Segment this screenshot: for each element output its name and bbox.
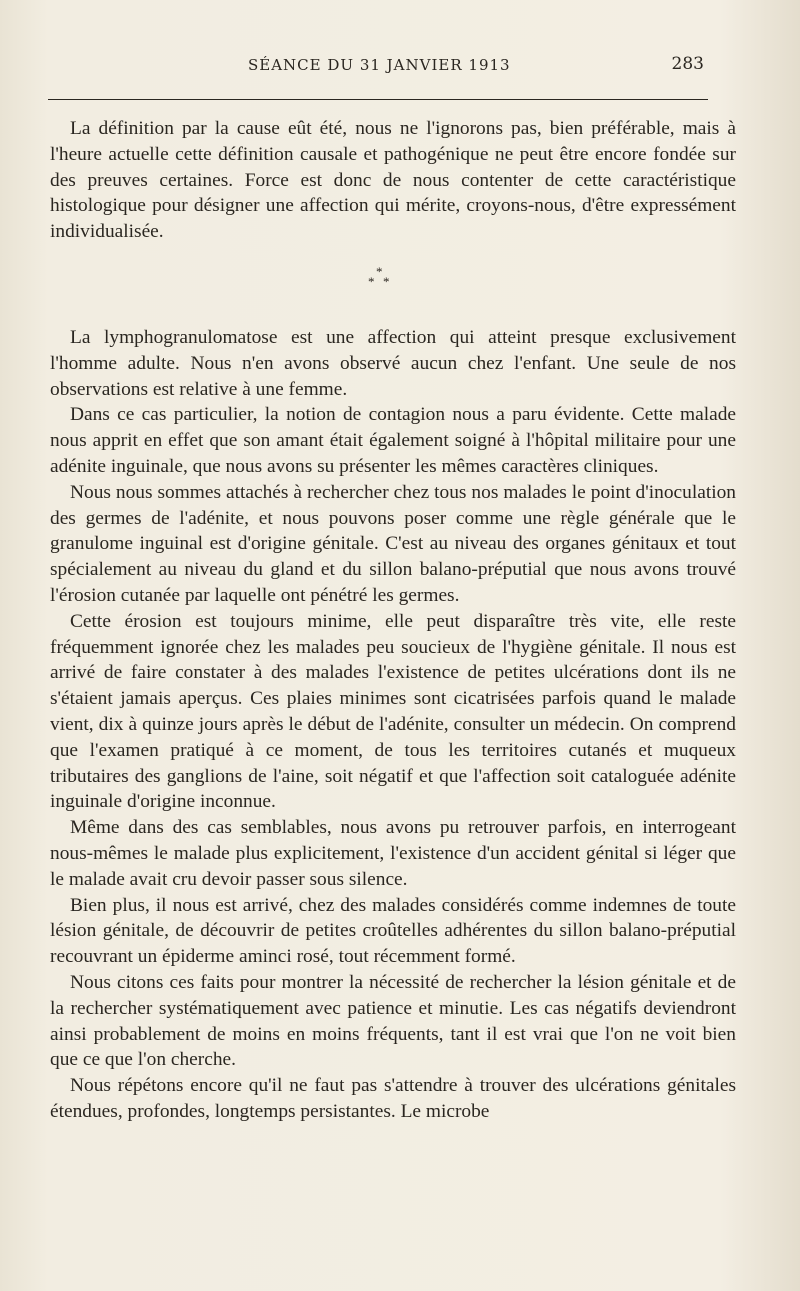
paragraph: Même dans des cas semblables, nous avons pu retrouver parfois, en interrogeant nous-mêmes le malade plus explicitement, l'existence d'un accident génital si léger que le malade avait cru devoir passer sous silence. [50, 817, 736, 890]
paragraph: La définition par la cause eût été, nous ne l'ignorons pas, bien préférable, mais à l'heure actuelle cette définition causale et pathogénique ne peut être encore fondée sur des preuves certaines. Force est donc de nous contenter de cette caractéristique histologique pour désigner une affection qui mérite, croyons-nous, d'être expressément individualisée. [50, 118, 736, 243]
asterism-star: * [383, 273, 390, 289]
running-head: SÉANCE DU 31 JANVIER 1913 [248, 56, 511, 74]
paragraph: Nous nous sommes attachés à rechercher chez tous nos malades le point d'inoculation des germes de l'adénite, et nous pouvons poser comme une règle générale que le granulome inguinal est d'origine génitale. C'est au niveau des organes génitaux et tout spécialement au niveau du gland et du sillon balano-préputial que nous avons trouvé l'érosion cutanée par laquelle ont pénétré les germes. [50, 481, 736, 606]
page-number: 283 [671, 54, 704, 74]
page-header [48, 54, 708, 84]
body-text [50, 116, 736, 1125]
paragraph: Bien plus, il nous est arrivé, chez des malades considérés comme indemnes de toute lésion génitale, de découvrir de petites croûtelles adhérentes du sillon balano-préputial recouvrant un épiderme aminci rosé, tout récemment formé. [50, 894, 736, 968]
section-separator [50, 245, 736, 325]
paragraph: Dans ce cas particulier, la notion de contagion nous a paru évidente. Cette malade nous apprit en effet que son amant était également soigné à l'hôpital militaire pour une adénite inguinale, que nous avons su présenter les mêmes caractères cliniques. [50, 404, 736, 477]
asterism-star: * [376, 263, 383, 279]
paragraph: Cette érosion est toujours minime, elle peut disparaître très vite, elle reste fréquemment ignorée chez les malades peu soucieux de l'hygiène génitale. Il nous est arrivé de faire constater à des malades l'existence de petites ulcérations dont ils ne s'étaient jamais aperçus. Ces plaies minimes sont cicatrisées parfois quand le malade vient, dix à quinze jours après le début de l'adénite, consulter un médecin. On comprend que l'examen pratiqué à ce moment, de tous les territoires cutanés et muqueux tributaires des ganglions de l'aine, soit négatif et que l'affection soit cataloguée adénite inguinale d'origine inconnue. [50, 610, 736, 813]
asterism-star: * [368, 273, 375, 289]
paragraph: Nous répétons encore qu'il ne faut pas s'attendre à trouver des ulcérations génitales étendues, profondes, longtemps persistantes. Le microbe [50, 1075, 736, 1122]
paragraph: La lymphogranulomatose est une affection qui atteint presque exclusivement l'homme adulte. Nous n'en avons observé aucun chez l'enfant. Une seule de nos observations est relative à une femme. [50, 326, 736, 400]
header-rule [48, 99, 708, 100]
paragraph: Nous citons ces faits pour montrer la nécessité de rechercher la lésion génitale et de la rechercher systématiquement avec patience et minutie. Les cas négatifs deviendront ainsi probablement de moins en moins fréquents, tant il est vrai que l'on ne voit bien que ce que l'on cherche. [50, 971, 736, 1071]
